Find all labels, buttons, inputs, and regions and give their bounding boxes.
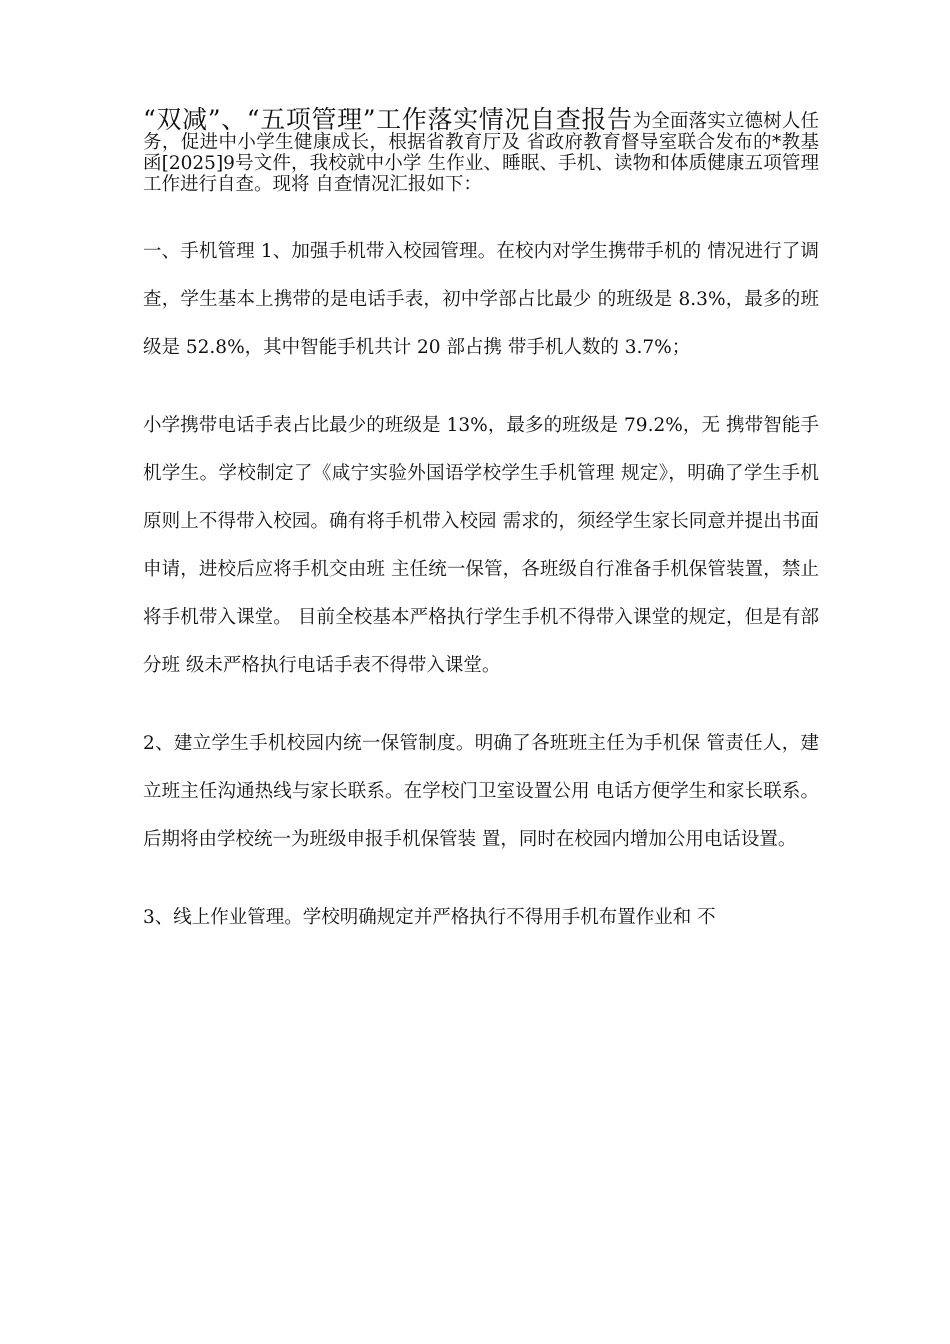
document-page (143, 105, 819, 942)
intro-text: 为全面落实立德树人任务，促进中小学生健康成长，根据省教育厅及 省政府教育督导室联合发布的*教基函[2025]9号文件，我校就中小学 生作业、睡眠、手机、读物和体质健康五项管理工作进行自查。现将 自查情况汇报如下： (143, 111, 819, 195)
report-title: “双减”、“五项管理”工作落实情况自查报告 (143, 105, 633, 134)
paragraph-custody-system: 2、建立学生手机校园内统一保管制度。明确了各班班主任为手机保 管责任人，建立班主任沟通热线与家长联系。在学校门卫室设置公用 电话方便学生和家长联系。后期将由学校统一为班级申报手机保管装 置，同时在校园内增加公用电话设置。 (143, 733, 819, 850)
paragraph-primary-school-phones: 小学携带电话手表占比最少的班级是 13%，最多的班级是 79.2%，无 携带智能手机学生。学校制定了《咸宁实验外国语学校学生手机管理 规定》，明确了学生手机原则上不得带入校园。确有将手机带入校园 需求的，须经学生家长同意并提出书面申请，进校后应将手机交由班 主任统一保管，各班级自行准备手机保管装置，禁止将手机带入课堂。 目前全校基本严格执行学生手机不得带入课堂的规定，但是有部分班 级未严格执行电话手表不得带入课堂。 (143, 415, 819, 676)
intro-block (143, 105, 819, 195)
paragraph-online-homework: 3、线上作业管理。学校明确规定并严格执行不得用手机布置作业和 不 (143, 907, 716, 928)
paragraph-phone-management: 一、手机管理 1、加强手机带入校园管理。在校内对学生携带手机的 情况进行了调查，学生基本上携带的是电话手表，初中学部占比最少 的班级是 8.3%，最多的班级是 52.8%，其中智能手机共计 20 部占携 带手机人数的 3.7%； (143, 241, 819, 358)
